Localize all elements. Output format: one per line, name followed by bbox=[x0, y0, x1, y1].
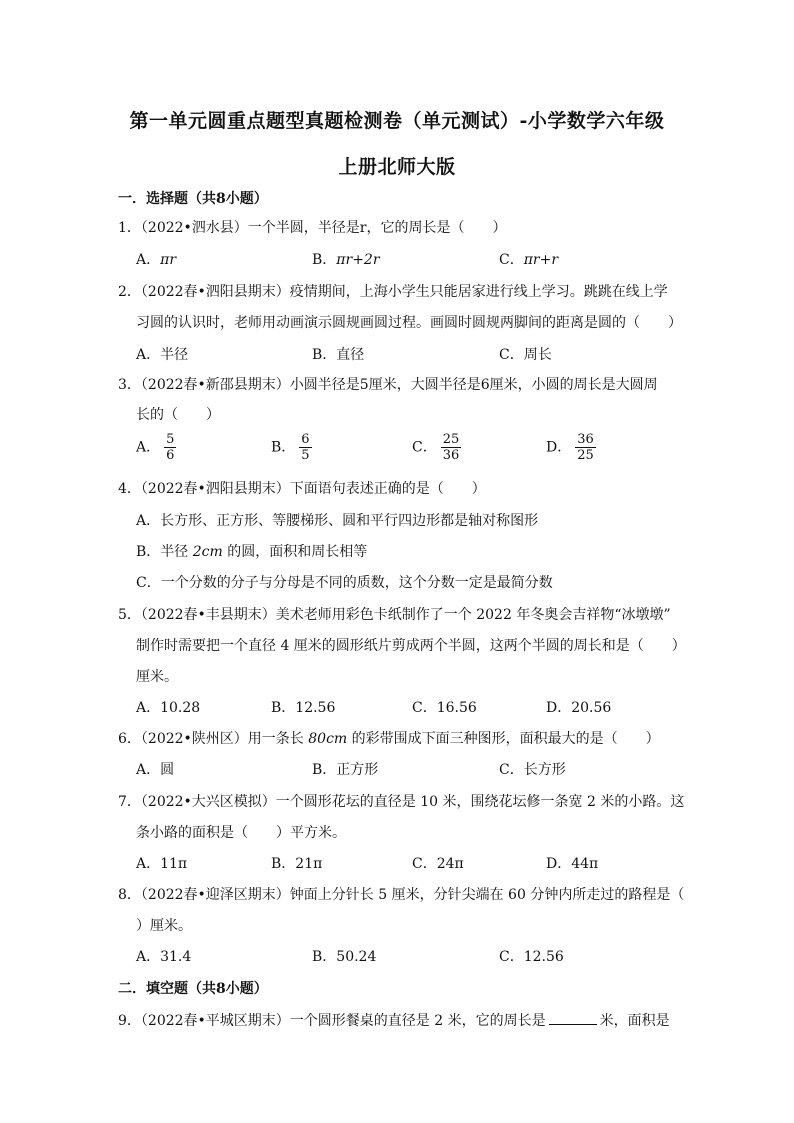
question-3-option-d: D． $\frac{36}{25}$ bbox=[546, 432, 594, 463]
question-7-option-a: A．11π bbox=[136, 856, 188, 872]
question-7-option-c: C．24π bbox=[412, 856, 464, 872]
question-5-option-a: A．10.28 bbox=[136, 700, 201, 716]
question-3-option-a: A． $\frac{5}{6}$ bbox=[136, 432, 175, 463]
question-3-option-c: C． $\frac{25}{36}$ bbox=[412, 432, 460, 463]
question-5-line-3: 厘米。 bbox=[136, 669, 178, 685]
question-2-option-b: B．直径 bbox=[312, 347, 365, 363]
fraction: $\frac{36}{25}$ bbox=[577, 432, 594, 463]
question-5-line-1: 5．（2022春•丰县期末）美术老师用彩色卡纸制作了一个 2022 年冬奥会吉祥物“冰墩墩” bbox=[118, 607, 671, 623]
question-1-option-b: B．πr+2r bbox=[312, 252, 380, 268]
question-8-option-b: B．50.24 bbox=[312, 949, 377, 965]
question-2-line-1: 2．（2022春•泗阳县期末）疫情期间，上海小学生只能居家进行线上学习。跳跳在线上学 bbox=[118, 284, 668, 300]
question-1 bbox=[118, 217, 507, 237]
question-3-line-1: 3．（2022春•新邵县期末）小圆半径是5厘米，大圆半径是6厘米，小圆的周长是大圆周 bbox=[118, 377, 658, 393]
question-4: 4．（2022春•泗阳县期末）下面语句表述正确的是（ ） bbox=[118, 481, 486, 497]
question-8-option-a: A．31.4 bbox=[136, 949, 192, 965]
section-choice-heading: 一．选择题（共8小题） bbox=[118, 191, 268, 207]
answer-blank[interactable] bbox=[549, 1012, 597, 1025]
question-1-option-a: A．πr bbox=[136, 252, 177, 268]
title-line-2: 上册北师大版 bbox=[338, 156, 456, 178]
question-8-line-2: ）厘米。 bbox=[136, 918, 192, 934]
question-1-text: 1．（2022•泗水县）一个半圆，半径是r，它的周长是（ ） bbox=[118, 220, 507, 236]
fraction: $\frac{5}{6}$ bbox=[166, 432, 175, 463]
question-4-option-b: B．半径 2cm 的圆，面积和周长相等 bbox=[136, 544, 368, 560]
question-5-option-d: D．20.56 bbox=[546, 700, 612, 716]
question-2-line-2: 习圆的认识时，老师用动画演示圆规画圆过程。画圆时圆规两脚间的距离是圆的（ ） bbox=[136, 315, 682, 331]
question-6: 6．（2022•陕州区）用一条长 80cm 的彩带围成下面三种图形，面积最大的是（ ） bbox=[118, 731, 660, 747]
fraction: $\frac{25}{36}$ bbox=[442, 432, 460, 463]
question-5-option-c: C．16.56 bbox=[412, 700, 477, 716]
fraction: $\frac{6}{5}$ bbox=[301, 432, 310, 463]
title-line-1: 第一单元圆重点题型真题检测卷（单元测试）-小学数学六年级 bbox=[129, 110, 665, 132]
question-4-option-c: C．一个分数的分子与分母是不同的质数，这个分数一定是最简分数 bbox=[136, 575, 553, 591]
question-7-option-d: D．44π bbox=[546, 856, 599, 872]
question-5-option-b: B．12.56 bbox=[271, 700, 336, 716]
question-6-option-a: A．圆 bbox=[136, 762, 175, 778]
question-1-option-c: C．πr+r bbox=[499, 252, 559, 268]
question-6-option-b: B．正方形 bbox=[312, 762, 379, 778]
question-5-line-2: 制作时需要把一个直径 4 厘米的圆形纸片剪成两个半圆，这两个半圆的周长和是（ ） bbox=[136, 638, 686, 654]
question-6-option-c: C．长方形 bbox=[499, 762, 566, 778]
question-2-option-a: A．半径 bbox=[136, 347, 189, 363]
question-7-option-b: B．21π bbox=[271, 856, 323, 872]
question-7-line-1: 7．（2022•大兴区模拟）一个圆形花坛的直径是 10 米，围绕花坛修一条宽 2 米的小路。这 bbox=[118, 794, 685, 810]
question-2-option-c: C．周长 bbox=[499, 347, 552, 363]
question-4-option-a: A．长方形、正方形、等腰梯形、圆和平行四边形都是轴对称图形 bbox=[136, 513, 539, 529]
question-3-option-b: B． $\frac{6}{5}$ bbox=[271, 432, 310, 463]
question-8-line-1: 8．（2022春•迎泽区期末）钟面上分针长 5 厘米，分针尖端在 60 分钟内所走过的路程是（ bbox=[118, 887, 685, 903]
question-9: 9．（2022春•平城区期末）一个圆形餐桌的直径是 2 米，它的周长是 米，面积是 bbox=[118, 1013, 670, 1029]
question-8-option-c: C．12.56 bbox=[499, 949, 564, 965]
section-fill-heading: 二．填空题（共8小题） bbox=[118, 981, 268, 997]
question-3-line-2: 长的（ ） bbox=[136, 407, 220, 423]
question-7-line-2: 条小路的面积是（ ）平方米。 bbox=[136, 825, 346, 841]
